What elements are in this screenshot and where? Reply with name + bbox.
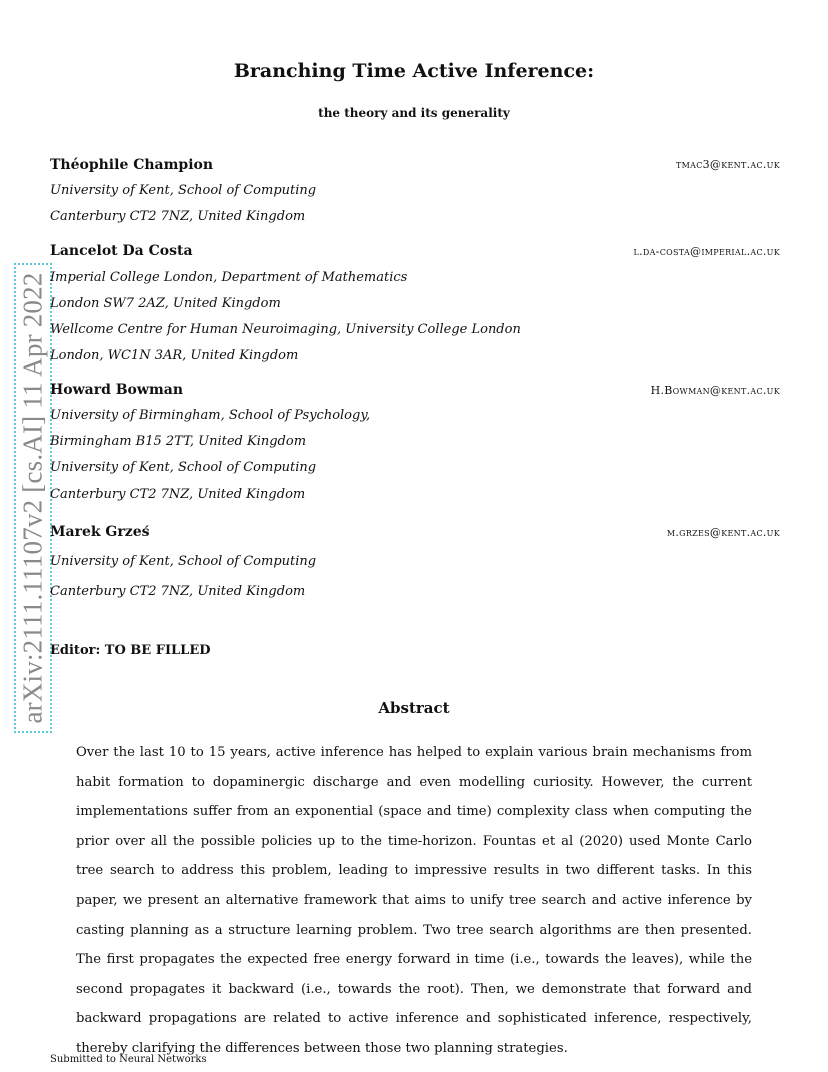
author-name: Théophile Champion xyxy=(50,157,214,173)
author-affiliation: University of Kent, School of Computing xyxy=(50,460,317,475)
author-name: Howard Bowman xyxy=(50,382,184,398)
author-email[interactable]: m.grzes@kent.ac.uk xyxy=(666,526,780,539)
abstract-body: Over the last 10 to 15 years, active inference has helped to explain various brain mechanisms from habit formation to dopaminergic discharge and even modelling curiosity. However, the current implementations suffer from an exponential (space and time) complexity class when computing the prior over all the possible policies up to the time-horizon. Fountas et al (2020) used Monte Carlo tree search to address this problem, leading to impressive results in two different tasks. In this paper, we present an alternative framework that aims to unify tree search and active inference by casting planning as a structure learning problem. Two tree search algorithms are then presented. The first propagates the expected free energy forward in time (i.e., towards the leaves), while the second propagates it backward (i.e., towards the root). Then, we demonstrate that forward and backward propagations are related to active inference and sophisticated inference, respectively, thereby clarifying the differences between those two planning strategies. xyxy=(76,745,752,1056)
author-affiliation: London, WC1N 3AR, United Kingdom xyxy=(50,348,299,363)
footer-note: Submitted to Neural Networks xyxy=(50,1054,207,1065)
author-name: Marek Grześ xyxy=(50,524,150,540)
author-name: Lancelot Da Costa xyxy=(50,243,193,259)
editor-line: Editor: TO BE FILLED xyxy=(50,643,211,658)
author-affiliation: London SW7 2AZ, United Kingdom xyxy=(50,296,281,311)
author-affiliation: Canterbury CT2 7NZ, United Kingdom xyxy=(50,487,306,502)
author-email[interactable]: l.da-costa@imperial.ac.uk xyxy=(633,245,780,258)
author-affiliation: University of Kent, School of Computing xyxy=(50,554,317,569)
arxiv-identifier[interactable]: arXiv:2111.11107v2 [cs.AI] 11 Apr 2022 xyxy=(17,272,48,724)
paper-title: Branching Time Active Inference: xyxy=(233,60,595,82)
author-affiliation: Canterbury CT2 7NZ, United Kingdom xyxy=(50,584,306,599)
author-affiliation: Imperial College London, Department of Mathematics xyxy=(50,270,408,285)
author-affiliation: University of Birmingham, School of Psychology, xyxy=(50,408,371,423)
paper-subtitle: the theory and its generality xyxy=(318,106,510,120)
author-affiliation: Wellcome Centre for Human Neuroimaging, University College London xyxy=(50,322,521,337)
author-affiliation: Canterbury CT2 7NZ, United Kingdom xyxy=(50,209,306,224)
author-email[interactable]: H.Bowman@kent.ac.uk xyxy=(650,384,780,397)
author-email[interactable]: tmac3@kent.ac.uk xyxy=(676,158,780,171)
abstract-heading: Abstract xyxy=(378,699,450,717)
author-affiliation: University of Kent, School of Computing xyxy=(50,183,317,198)
author-affiliation: Birmingham B15 2TT, United Kingdom xyxy=(50,434,307,449)
